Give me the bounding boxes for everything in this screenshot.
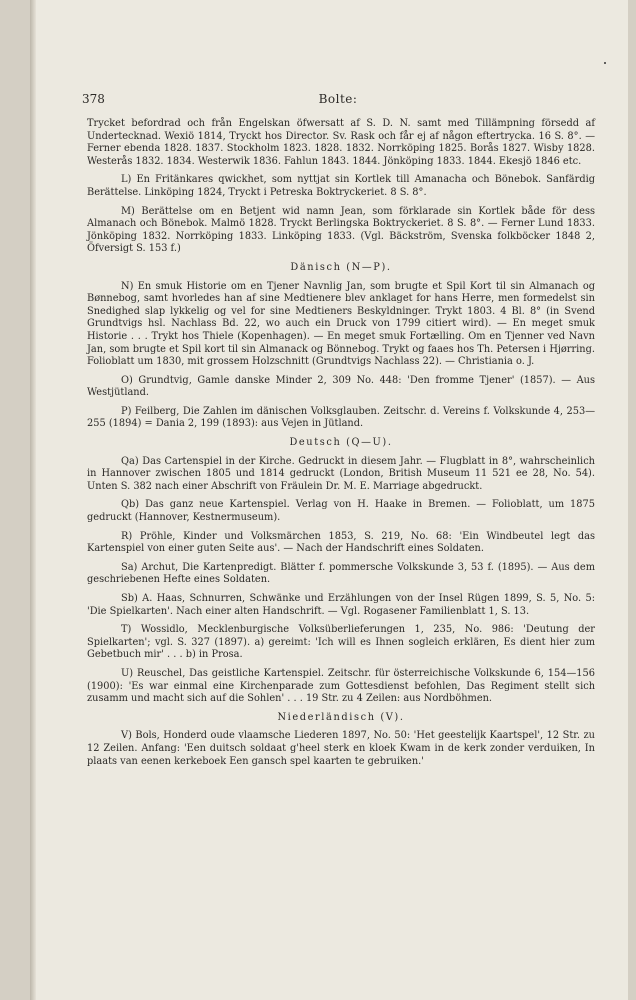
entry-R: R) Pröhle, Kinder und Volksmärchen 1853, S. 219, No. 68: 'Ein Windbeutel legt das Kartenspiel von einer guten Seite aus'. — Nach der Handschrift eines Soldaten. [87,530,595,555]
running-title: Bolte: [318,92,358,106]
entry-N: N) En smuk Historie om en Tjener Navnlig Jan, som brugte et Spil Kort til sin Almanach og Bønnebog, samt hvorledes han af sine Medtienere blev anklaget for hans Herre, men formedelst sin Snedighed slap lykkelig og vel for sine Medtieners Beskyldninger. Trykt 1803. 4 Bl. 8° (in Svend Grundtvigs hsl. Nachlass Bd. 22, wo auch ein Druck von 1799 citiert wird). — En meget smuk Historie . . . Trykt hos Thiele (Kopenhagen). — En meget smuk Fortælling. Om en Tjenner ved Navn Jan, som brugte et Spil kort til sin Almanack og Bönnebog. Trykt og faaes hos Th. Petersen i Hjørring. Folioblatt um 1830, mit grossem Holzschnitt (Grundtvigs Nachlass 22). — Christiania o. J. [87,280,595,368]
entry-M: M) Berättelse om en Betjent wid namn Jean, som förklarade sin Kortlek både för dess Almanach och Bönebok. Malmö 1828. Tryckt Berlingska Boktryckeriet. 8 S. 8°. — Ferner Lund 1833. Jönköping 1832. Norrköping 1833. Linköping 1833. (Vgl. Bäckström, Svenska folkböcker 1848 2, Öfversigt S. 153 f.) [87,205,595,255]
entry-Sa: Sa) Archut, Die Kartenpredigt. Blätter f. pommersche Volkskunde 3, 53 f. (1895). — Aus dem geschriebenen Hefte eines Soldaten. [87,561,595,586]
body-text [87,118,595,774]
entry-Qb: Qb) Das ganz neue Kartenspiel. Verlag von H. Haake in Bremen. — Folioblatt, um 1875 gedruckt (Hannover, Kestnermuseum). [87,499,595,524]
entry-Sb: Sb) A. Haas, Schnurren, Schwänke und Erzählungen von der Insel Rügen 1899, S. 5, No. 5: 'Die Spielkarten'. Nach einer alten Handschrift. — Vgl. Rogasener Familienblatt 1, S. 13. [87,593,595,617]
speck-mark [604,62,606,64]
entry-P: P) Feilberg, Die Zahlen im dänischen Volksglauben. Zeitschr. d. Vereins f. Volkskunde 4, 253—255 (1894) = Dania 2, 199 (1893): aus Vejen in Jütland. [87,405,595,430]
page-header [82,92,594,108]
section-heading-dutch: Niederländisch (V). [277,711,405,723]
section-heading-german: Deutsch (Q—U). [289,437,393,449]
page-edge [30,0,36,1000]
entry-U: U) Reuschel, Das geistliche Kartenspiel. Zeitschr. für österreichische Volkskunde 6, 154—156 (1900): 'Es war einmal eine Kirchenparade zum Gottesdienst befohlen, Das Regiment stellt sich zusamm und macht sich auf die Sohlen' . . . 19 Str. zu 4 Zeilen: aus Nordböhmen. [87,667,595,705]
entry-Qa: Qa) Das Cartenspiel in der Kirche. Gedruckt in diesem Jahr. — Flugblatt in 8°, wahrscheinlich in Hannover zwischen 1805 und 1814 gedruckt (London, British Museum 11 521 ee 28, No. 54). Unten S. 382 nach einer Abschrift von Fräulein Dr. M. E. Marriage abgedruckt. [87,455,595,492]
page-number: 378 [82,92,105,106]
entry-L: L) En Fritänkares qwickhet, som nyttjat sin Kortlek till Amanacha och Bönebok. Sanfärdig Berättelse. Linköping 1824, Tryckt i Petreska Boktryckeriet. 8 S. 8°. [87,174,595,198]
entry-V: V) Bols, Honderd oude vlaamsche Liederen 1897, No. 50: 'Het geestelijk Kaartspel', 12 Str. zu 12 Zeilen. Anfang: 'Een duitsch soldaat g'heel sterk en kloek Kwam in de kerk zonder verduiken, In plaats van eenen kerkeboek Een gansch spel kaarten te gebruiken.' [87,730,595,767]
paragraph-continuation: Trycket befordrad och från Engelskan öfwersatt af S. D. N. samt med Tillämpning försedd af Undertecknad. Wexiö 1814, Tryckt hos Director. Sv. Rask och får ej af någon eftertrycka. 16 S. 8°. — Ferner ebenda 1828. 1837. Stockholm 1823. 1828. 1832. Norrköping 1825. Borås 1827. Wisby 1828. Westerås 1832. 1834. Westerwik 1836. Fahlun 1843. 1844. Jönköping 1833. 1844. Ekesjö 1846 etc. [87,118,595,167]
entry-T: T) Wossidlo, Mecklenburgische Volksüberlieferungen 1, 235, No. 986: 'Deutung der Spielkarten'; vgl. S. 327 (1897). a) gereimt: 'Ich will es Ihnen sogleich erklären, Es dient hier zum Gebetbuch mir' . . . b) in Prosa. [87,624,595,661]
section-heading-danish: Dänisch (N—P). [290,261,392,273]
entry-O: O) Grundtvig, Gamle danske Minder 2, 309 No. 448: 'Den fromme Tjener' (1857). — Aus Westjütland. [87,374,595,399]
